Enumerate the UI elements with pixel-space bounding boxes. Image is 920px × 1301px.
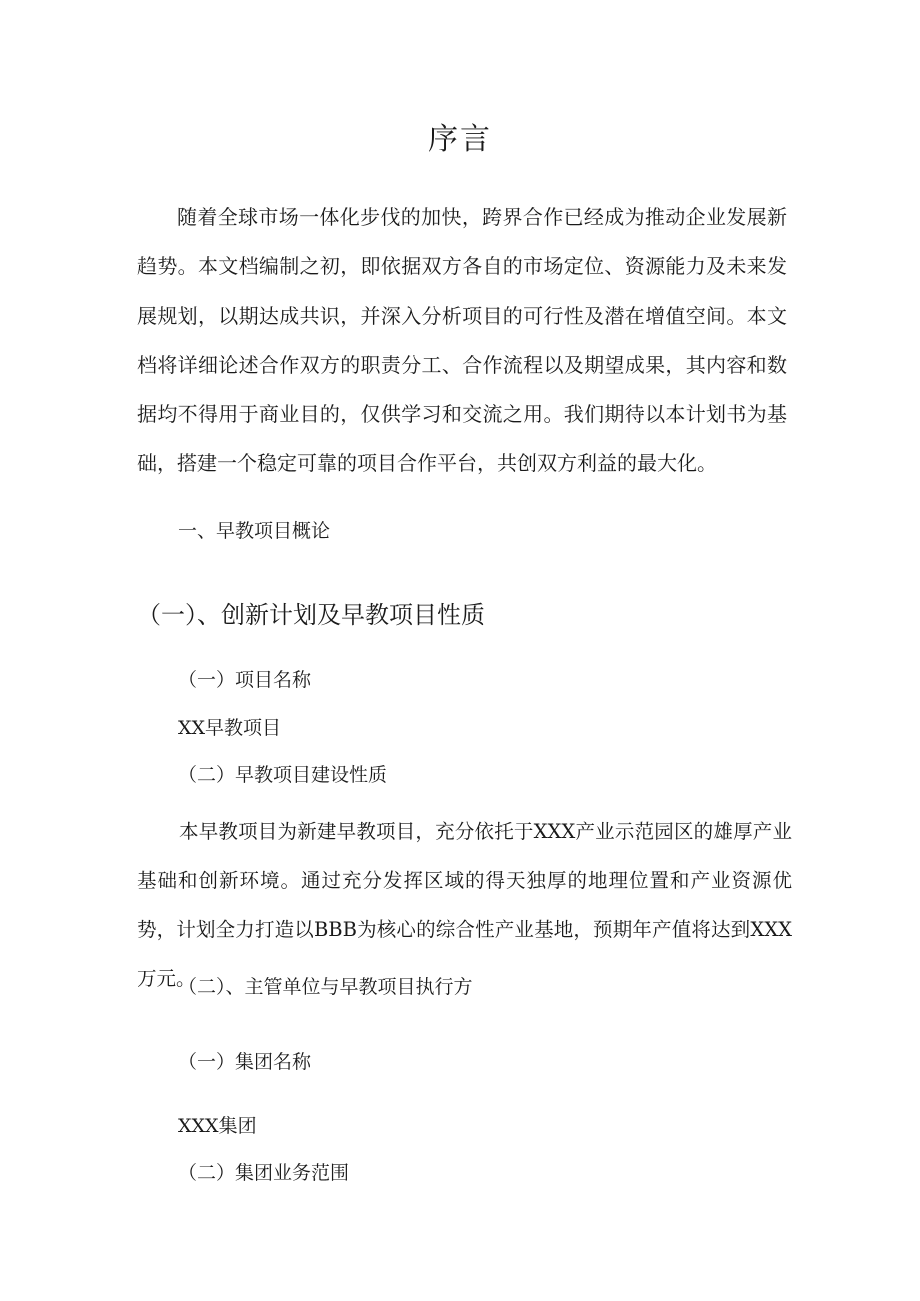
item-heading-project-name: （一）项目名称	[178, 669, 312, 691]
subsection-heading-1: （一）、创新计划及早教项目性质	[137, 601, 485, 629]
project-name-value: XX早教项目	[178, 717, 282, 739]
construction-nature-paragraph: 本早教项目为新建早教项目，充分依托于XXX产业示范园区的雄厚产业基础和创新环境。通过充分发挥区域的得天独厚的地理位置和产业资源优势，计划全力打造以BBB为核心的综合性产业基地，预期年产值将达到XXX万元。	[137, 820, 792, 990]
item-heading-group-name: （一）集团名称	[178, 1051, 312, 1073]
item-heading-business-scope: （二）集团业务范围	[178, 1162, 350, 1184]
preface-paragraph: 随着全球市场一体化步伐的加快，跨界合作已经成为推动企业发展新趋势。本文档编制之初，即依据双方各自的市场定位、资源能力及未来发展规划，以期达成共识，并深入分析项目的可行性及潜在增值空间。本文档将详细论述合作双方的职责分工、合作流程以及期望成果，其内容和数据均不得用于商业目的，仅供学习和交流之用。我们期待以本计划书为基础，搭建一个稳定可靠的项目合作平台，共创双方利益的最大化。	[137, 205, 787, 476]
item-heading-construction-nature: （二）早教项目建设性质	[178, 764, 388, 786]
group-name-value: XXX集团	[178, 1115, 257, 1137]
section-heading: 一、早教项目概论	[178, 520, 331, 542]
page-title: 序言	[428, 122, 492, 157]
subsection-heading-2: （二）、主管单位与早教项目执行方	[178, 976, 473, 998]
